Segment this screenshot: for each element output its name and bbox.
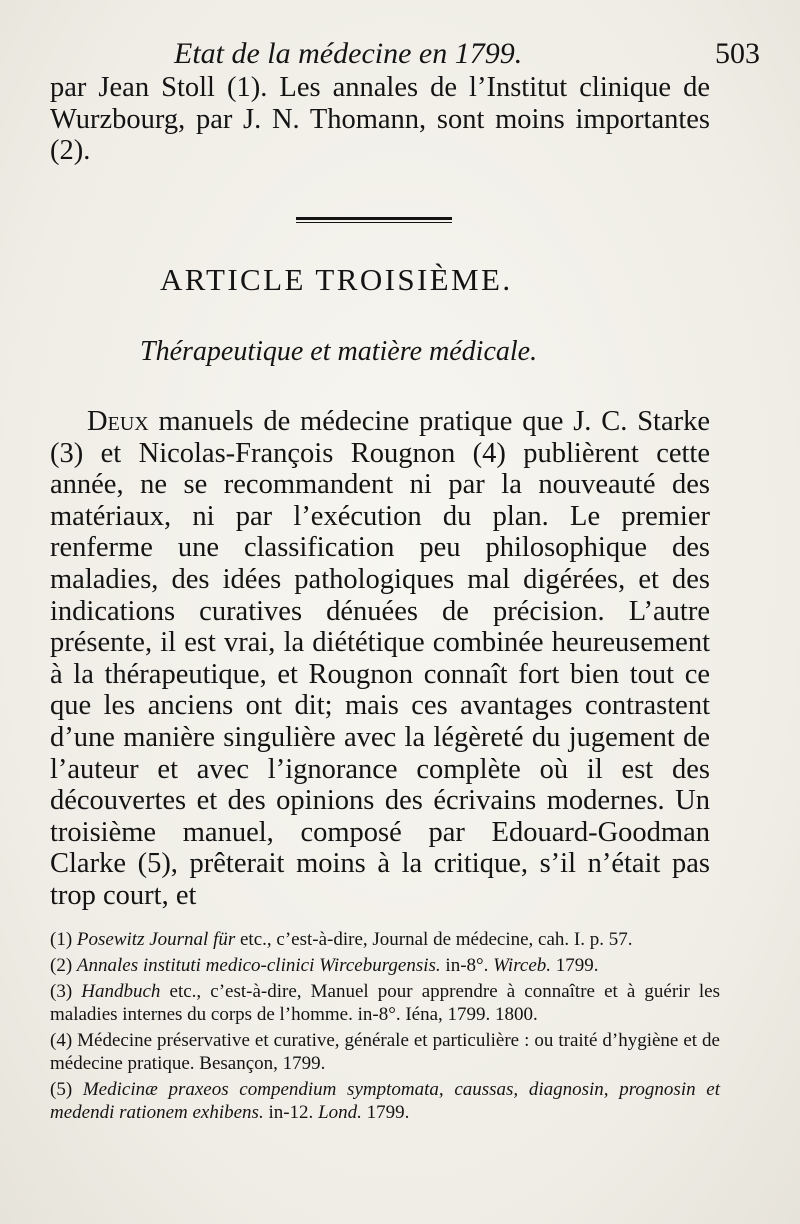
drop-word: Deux [87,406,149,437]
footnote-3: (3) Handbuch etc., c’est-à-dire, Manuel pour apprendre à connaître et à guérir les maladies internes du corps de l’homme. in-8°. Iéna, 1799. 1800. [50,981,720,1025]
running-title: Etat de la médecine en 1799. [174,37,523,70]
footnote-1: (1) Posewitz Journal für etc., c’est-à-dire, Journal de médecine, cah. I. p. 57. [50,929,633,950]
main-paragraph-text: manuels de médecine pratique que J. C. Starke (3) et Nicolas-François Rougnon (4) publièrent cette année, ne se recommandent ni par la nouveauté des matériaux, ni par l’exécution du plan. Le premier renferme une classification peu philosophique des maladies, des idées pathologiques mal digérées, et des indications curatives dénuées de précision. L’autre présente, il est vrai, la diététique combinée heureusement à la thérapeutique, et Rougnon connaît fort bien tout ce que les anciens ont dit; mais ces avantages contrastent d’une manière singulière avec la légèreté du jugement de l’auteur et avec l’ignorance complète où il est des découvertes et des opinions des écrivains modernes. Un troisième manuel, composé par Edouard-Goodman Clarke (5), prêterait moins à la critique, s’il n’était pas trop court, et [50,406,710,911]
footnote-4: (4) Médecine préservative et curative, générale et particulière : ou traité d’hygiène et de médecine pratique. Besançon, 1799. [50,1030,720,1074]
footnote-5: (5) Medicinæ praxeos compendium symptomata, caussas, diagnosin, prognosin et medendi rationem exhibens. in-12. Lond. 1799. [50,1079,720,1123]
page-number: 503 [715,37,760,70]
footnotes [50,928,720,1127]
section-subheading: Thérapeutique et matière médicale. [140,336,538,367]
footnote-2: (2) Annales instituti medico-clinici Wirceburgensis. in-8°. Wirceb. 1799. [50,955,599,976]
main-paragraph [50,406,710,912]
running-head [50,34,770,74]
intro-paragraph: par Jean Stoll (1). Les annales de l’Institut clinique de Wurzbourg, par J. N. Thomann, sont moins importantes (2). [50,72,710,167]
section-divider [296,217,452,220]
section-heading: ARTICLE TROISIÈME. [160,262,513,297]
